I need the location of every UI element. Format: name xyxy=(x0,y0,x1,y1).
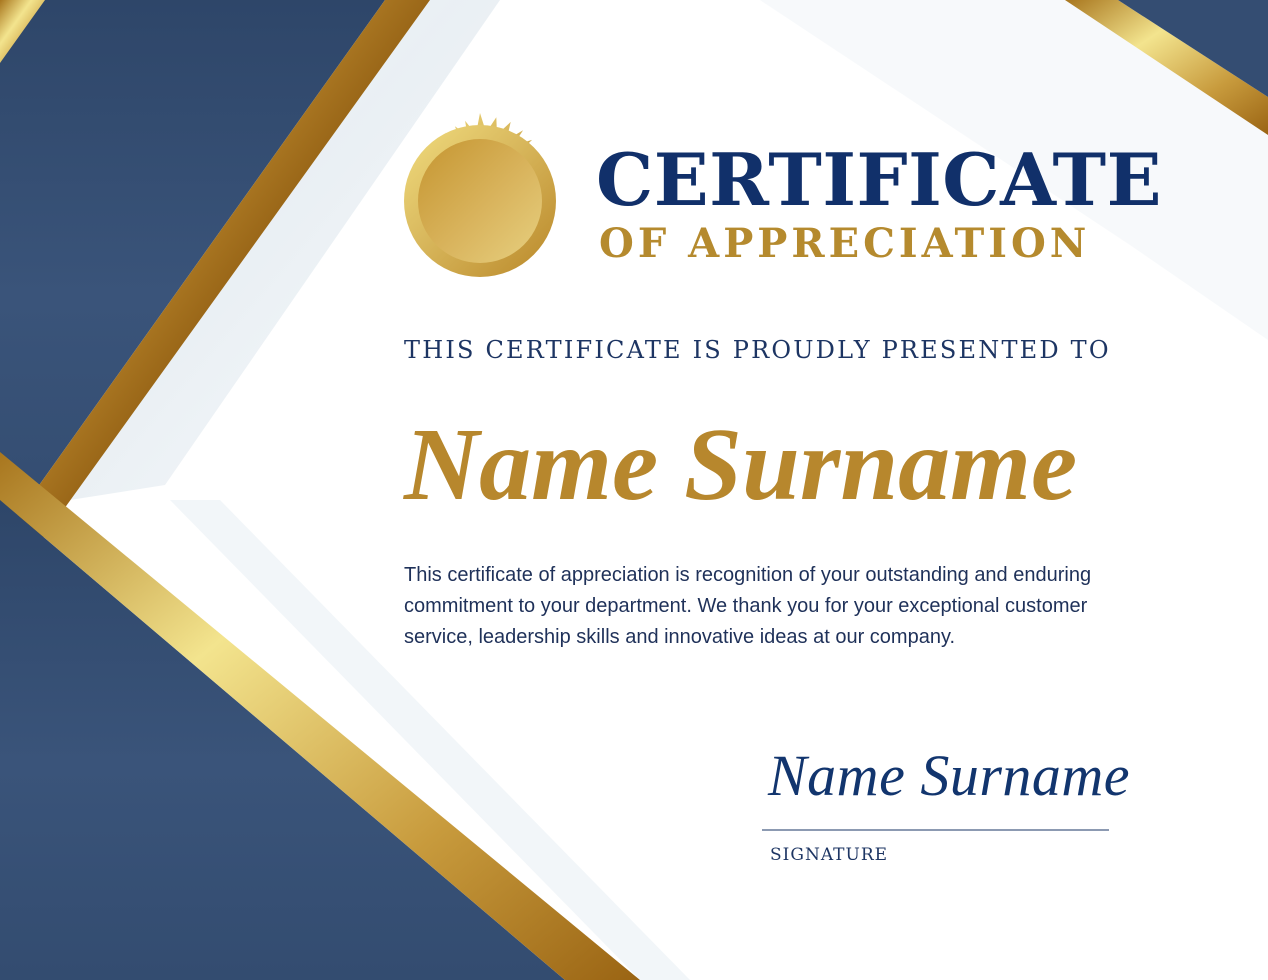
signature-line xyxy=(762,829,1109,831)
signature-label: SIGNATURE xyxy=(770,845,889,865)
recipient-name: Name Surname xyxy=(404,407,1078,522)
presented-to-text: THIS CERTIFICATE IS PROUDLY PRESENTED TO xyxy=(404,336,1111,364)
certificate-description: This certificate of appreciation is recognition of your outstanding and enduring commitment to your department. We thank you for your exceptional customer service, leadership skills and innovative ideas at our company. xyxy=(404,564,1092,648)
certificate-title: CERTIFICATE xyxy=(596,137,1162,222)
signature-script: Name Surname xyxy=(768,743,1131,808)
gold-seal-icon xyxy=(392,113,568,289)
certificate-subtitle: OF APPRECIATION xyxy=(599,220,1091,267)
